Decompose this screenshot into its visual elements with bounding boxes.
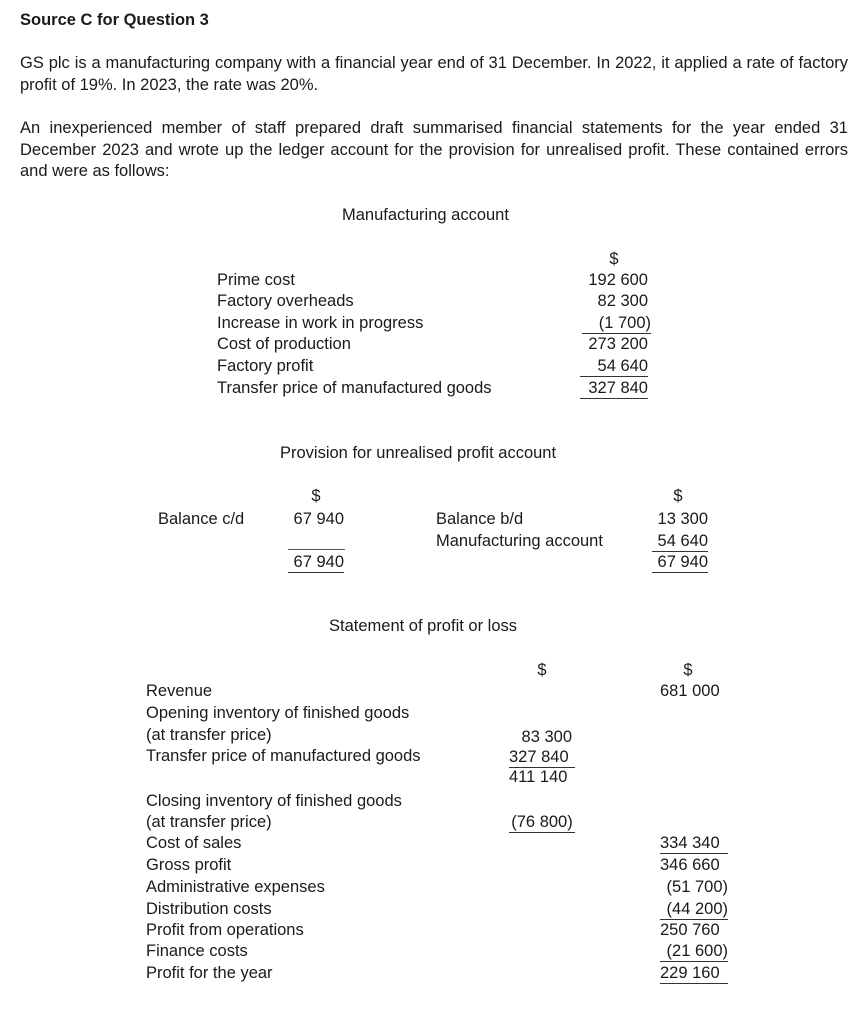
- debit-total: 67 940: [288, 552, 344, 573]
- line-label: Closing inventory of finished goods: [146, 792, 402, 810]
- context-paragraph: An inexperienced member of staff prepared draft summarised financial statements for the year ended 31 December 2023 and wrote up the ledger account for the provision for unrealised profit. These contained errors and were as follows:: [20, 119, 848, 180]
- row-label: Increase in work in progress: [217, 314, 424, 332]
- row-amount: 192 600: [588, 271, 648, 289]
- debit-amount: 67 940: [293, 510, 344, 528]
- credit-label: Manufacturing account: [436, 532, 603, 550]
- credit-label: Balance b/d: [436, 510, 524, 528]
- line-label: (at transfer price): [146, 813, 272, 831]
- currency-header: $: [683, 661, 693, 679]
- row-amount: (1 700): [582, 313, 651, 334]
- line-label: Cost of sales: [146, 834, 242, 852]
- line-label: (at transfer price): [146, 726, 272, 744]
- line-label: Transfer price of manufactured goods: [146, 747, 421, 765]
- line-label: Distribution costs: [146, 900, 272, 918]
- row-amount: 82 300: [597, 292, 648, 310]
- admin-expenses-amount: (51 700): [666, 878, 728, 896]
- row-amount: 273 200: [588, 335, 648, 353]
- closing-inventory-amount: (76 800): [509, 812, 575, 833]
- intro-paragraph: GS plc is a manufacturing company with a financial year end of 31 December. In 2022, it applied a rate of factory profit of 19%. In 2023, the rate was 20%.: [20, 54, 848, 94]
- row-amount: 327 840: [580, 378, 648, 399]
- line-label: Profit for the year: [146, 964, 273, 982]
- line-label: Revenue: [146, 682, 213, 700]
- line-label: Administrative expenses: [146, 878, 325, 896]
- line-label: Profit from operations: [146, 921, 304, 939]
- manufacturing-title: Manufacturing account: [342, 206, 509, 224]
- gross-profit-amount: 346 660: [660, 856, 720, 874]
- line-label: Gross profit: [146, 856, 232, 874]
- provision-title: Provision for unrealised profit account: [280, 444, 557, 462]
- debit-total-line: [288, 549, 345, 550]
- distribution-costs-amount: (44 200): [660, 899, 728, 920]
- heading: Source C for Question 3: [20, 11, 209, 29]
- row-label: Prime cost: [217, 271, 295, 289]
- profit-for-year-amount: 229 160: [660, 963, 728, 984]
- currency-header: $: [537, 661, 547, 679]
- cost-of-sales-amount: 334 340: [660, 833, 728, 854]
- revenue-amount: 681 000: [660, 682, 720, 700]
- currency-header: $: [311, 487, 321, 505]
- debit-label: Balance c/d: [158, 510, 245, 528]
- sopl-title: Statement of profit or loss: [329, 617, 518, 635]
- finance-costs-amount: (21 600): [660, 941, 728, 962]
- profit-from-operations-amount: 250 760: [660, 921, 720, 939]
- row-label: Transfer price of manufactured goods: [217, 379, 492, 397]
- row-label: Factory profit: [217, 357, 314, 375]
- row-amount: 54 640: [580, 356, 648, 377]
- row-label: Factory overheads: [217, 292, 354, 310]
- credit-amount: 54 640: [652, 531, 708, 552]
- row-label: Cost of production: [217, 335, 351, 353]
- currency-header: $: [673, 487, 683, 505]
- transfer-amount: 327 840: [509, 747, 575, 768]
- credit-total: 67 940: [652, 552, 708, 573]
- credit-amount: 13 300: [657, 510, 708, 528]
- subtotal-amount: 411 140: [509, 768, 568, 786]
- line-label: Finance costs: [146, 942, 248, 960]
- line-label: Opening inventory of finished goods: [146, 704, 410, 722]
- opening-inventory-amount: 83 300: [521, 728, 572, 746]
- currency-header: $: [609, 250, 619, 268]
